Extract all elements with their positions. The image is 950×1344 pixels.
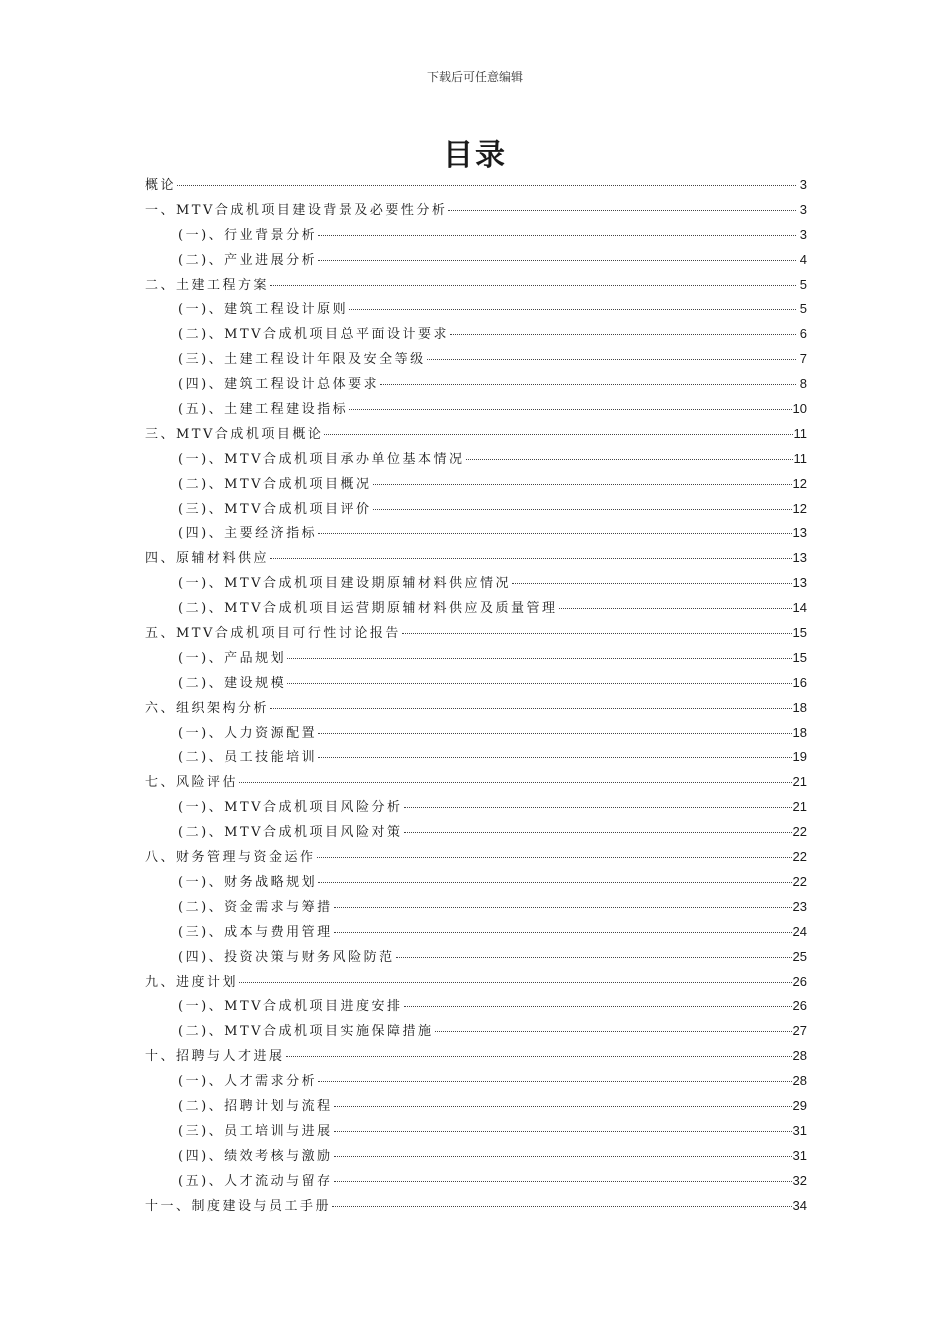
toc-entry-label: (二)、产业进展分析	[178, 252, 318, 268]
toc-entry-label: (一)、人力资源配置	[178, 725, 318, 741]
toc-entry-page-number: 24	[792, 923, 807, 939]
toc-entry[interactable]	[145, 622, 807, 647]
toc-entry-page-number: 3	[799, 177, 807, 192]
toc-dot-leader	[318, 259, 796, 261]
toc-dot-leader	[427, 358, 796, 360]
toc-entry[interactable]	[145, 1045, 807, 1070]
toc-entry-label: (二)、MTV合成机项目实施保障措施	[178, 1024, 434, 1040]
toc-entry-page-number: 27	[792, 1023, 807, 1039]
toc-entry[interactable]	[145, 473, 807, 498]
toc-dot-leader	[334, 1155, 792, 1157]
toc-entry-page-number: 22	[792, 824, 807, 840]
toc-dot-leader	[270, 707, 792, 709]
toc-entry[interactable]	[145, 946, 807, 971]
toc-entry-page-number: 31	[792, 1147, 807, 1163]
toc-dot-leader	[396, 956, 792, 958]
toc-entry-label: (四)、绩效考核与激励	[178, 1148, 333, 1164]
toc-entry[interactable]	[145, 1070, 807, 1095]
toc-entry[interactable]	[145, 871, 807, 896]
toc-dot-leader	[287, 682, 791, 684]
toc-entry-label: (三)、MTV合成机项目评价	[178, 501, 372, 517]
toc-dot-leader	[402, 632, 792, 634]
toc-dot-leader	[334, 931, 792, 933]
toc-entry[interactable]	[145, 323, 807, 348]
toc-entry-label: (一)、财务战略规划	[178, 874, 318, 890]
toc-entry-label: (一)、MTV合成机项目承办单位基本情况	[178, 451, 465, 467]
toc-dot-leader	[559, 607, 792, 609]
toc-entry-page-number: 29	[792, 1097, 807, 1113]
toc-entry-label: (三)、成本与费用管理	[178, 924, 333, 940]
toc-entry-label: (三)、员工培训与进展	[178, 1123, 333, 1139]
toc-dot-leader	[332, 1205, 792, 1207]
toc-dot-leader	[239, 981, 792, 983]
toc-entry[interactable]	[145, 597, 807, 622]
toc-entry-page-number: 13	[792, 575, 807, 591]
toc-entry-page-number: 3	[799, 201, 807, 217]
toc-dot-leader	[334, 906, 792, 908]
toc-entry-page-number: 7	[799, 351, 807, 367]
toc-dot-leader	[318, 881, 791, 883]
toc-entry[interactable]	[145, 746, 807, 771]
toc-entry-page-number: 13	[792, 550, 807, 566]
toc-entry-page-number: 15	[792, 649, 807, 665]
toc-dot-leader	[373, 508, 792, 510]
toc-dot-leader	[404, 1005, 792, 1007]
toc-dot-leader	[324, 433, 792, 435]
toc-dot-leader	[404, 806, 792, 808]
toc-dot-leader	[466, 458, 793, 460]
toc-entry[interactable]	[145, 1170, 807, 1195]
toc-dot-leader	[270, 284, 796, 286]
toc-dot-leader	[318, 532, 791, 534]
toc-entry-page-number: 22	[792, 873, 807, 889]
toc-entry-page-number: 10	[792, 401, 807, 417]
toc-dot-leader	[318, 756, 791, 758]
toc-entry-label: 九、进度计划	[145, 974, 239, 990]
toc-entry-page-number: 3	[799, 226, 807, 242]
toc-dot-leader	[380, 383, 796, 385]
toc-entry[interactable]	[145, 1095, 807, 1120]
toc-dot-leader	[404, 831, 792, 833]
toc-entry-label: (一)、MTV合成机项目进度安排	[178, 999, 403, 1015]
toc-entry-page-number: 25	[792, 948, 807, 964]
toc-entry[interactable]	[145, 971, 807, 996]
toc-entry[interactable]	[145, 995, 807, 1020]
toc-dot-leader	[334, 1130, 792, 1132]
toc-entry[interactable]	[145, 373, 807, 398]
toc-entry-label: 八、财务管理与资金运作	[145, 850, 316, 866]
toc-entry[interactable]	[145, 522, 807, 547]
toc-entry-label: 一、MTV合成机项目建设背景及必要性分析	[145, 202, 448, 218]
toc-entry-label: (一)、MTV合成机项目建设期原辅材料供应情况	[178, 576, 512, 592]
toc-dot-leader	[334, 1105, 792, 1107]
toc-entry-page-number: 11	[793, 450, 807, 466]
toc-entry-page-number: 6	[799, 326, 807, 342]
toc-entry-page-number: 22	[792, 849, 807, 865]
toc-entry[interactable]	[145, 896, 807, 921]
toc-entry-page-number: 12	[792, 475, 807, 491]
toc-dot-leader	[450, 333, 796, 335]
toc-entry-page-number: 16	[792, 674, 807, 690]
toc-entry[interactable]	[145, 1195, 807, 1220]
toc-dot-leader	[334, 1180, 792, 1182]
toc-entry[interactable]	[145, 771, 807, 796]
toc-entry-page-number: 21	[792, 774, 807, 790]
toc-entry-page-number: 5	[799, 301, 807, 317]
toc-entry-label: 概论	[145, 178, 177, 193]
toc-entry[interactable]	[145, 572, 807, 597]
toc-entry[interactable]	[145, 199, 807, 224]
toc-entry-label: 五、MTV合成机项目可行性讨论报告	[145, 626, 401, 642]
toc-entry-label: (五)、土建工程建设指标	[178, 402, 349, 418]
toc-entry[interactable]	[145, 174, 807, 199]
toc-entry-page-number: 26	[792, 998, 807, 1014]
page-title: 目录	[443, 138, 507, 173]
toc-entry-label: (二)、MTV合成机项目概况	[178, 476, 372, 492]
toc-entry-label: (一)、建筑工程设计原则	[178, 302, 349, 318]
toc-entry-page-number: 28	[792, 1048, 807, 1064]
toc-entry-page-number: 15	[792, 625, 807, 641]
toc-entry-page-number: 4	[799, 251, 807, 267]
toc-dot-leader	[317, 856, 792, 858]
toc-entry-page-number: 21	[792, 799, 807, 815]
toc-entry[interactable]	[145, 647, 807, 672]
toc-entry-page-number: 18	[792, 724, 807, 740]
toc-dot-leader	[177, 184, 796, 186]
toc-entry[interactable]	[145, 1145, 807, 1170]
toc-dot-leader	[512, 582, 792, 584]
toc-entry[interactable]	[145, 249, 807, 274]
toc-entry-page-number: 32	[792, 1172, 807, 1188]
toc-dot-leader	[318, 234, 796, 236]
toc-entry[interactable]	[145, 498, 807, 523]
toc-entry-label: (二)、MTV合成机项目运营期原辅材料供应及质量管理	[178, 601, 558, 617]
toc-entry-page-number: 34	[792, 1197, 807, 1213]
toc-entry-label: (二)、MTV合成机项目总平面设计要求	[178, 327, 450, 343]
toc-entry-label: 六、组织架构分析	[145, 700, 270, 716]
toc-entry-label: 七、风险评估	[145, 775, 239, 791]
toc-entry[interactable]	[145, 298, 807, 323]
toc-entry-label: 四、原辅材料供应	[145, 551, 270, 567]
toc-entry-label: (二)、资金需求与筹措	[178, 899, 333, 915]
toc-dot-leader	[435, 1030, 792, 1032]
toc-entry-page-number: 31	[792, 1122, 807, 1138]
toc-entry-label: (三)、土建工程设计年限及安全等级	[178, 352, 426, 368]
toc-entry[interactable]	[145, 274, 807, 299]
toc-entry-label: (四)、主要经济指标	[178, 526, 318, 542]
toc-entry[interactable]	[145, 1020, 807, 1045]
toc-dot-leader	[349, 408, 791, 410]
toc-entry-page-number: 18	[792, 699, 807, 715]
toc-entry[interactable]	[145, 722, 807, 747]
toc-entry[interactable]	[145, 846, 807, 871]
toc-dot-leader	[287, 657, 791, 659]
toc-entry[interactable]	[145, 821, 807, 846]
toc-entry-page-number: 14	[792, 600, 807, 616]
toc-dot-leader	[239, 781, 792, 783]
toc-entry-page-number: 26	[792, 973, 807, 989]
toc-entry-label: (一)、MTV合成机项目风险分析	[178, 800, 403, 816]
toc-entry-label: (一)、产品规划	[178, 650, 287, 666]
toc-entry-page-number: 8	[799, 376, 807, 392]
toc-entry-label: (四)、建筑工程设计总体要求	[178, 377, 380, 393]
toc-entry-page-number: 23	[792, 898, 807, 914]
toc-entry-page-number: 28	[792, 1073, 807, 1089]
toc-entry-label: (五)、人才流动与留存	[178, 1173, 333, 1189]
toc-entry-label: 二、土建工程方案	[145, 277, 270, 293]
toc-entry[interactable]	[145, 224, 807, 249]
toc-entry-label: 三、MTV合成机项目概论	[145, 426, 324, 442]
toc-entry-label: (二)、员工技能培训	[178, 750, 318, 766]
table-of-contents	[145, 174, 807, 1219]
toc-dot-leader	[318, 732, 791, 734]
toc-dot-leader	[318, 1080, 791, 1082]
toc-entry[interactable]	[145, 448, 807, 473]
toc-entry[interactable]	[145, 423, 807, 448]
toc-entry-label: (一)、人才需求分析	[178, 1074, 318, 1090]
toc-entry[interactable]	[145, 398, 807, 423]
toc-entry-page-number: 12	[792, 500, 807, 516]
toc-entry[interactable]	[145, 796, 807, 821]
toc-entry-label: (二)、建设规模	[178, 675, 287, 691]
toc-dot-leader	[270, 557, 792, 559]
toc-dot-leader	[373, 483, 792, 485]
header-note: 下载后可任意编辑	[426, 70, 523, 84]
toc-entry[interactable]	[145, 697, 807, 722]
toc-entry-label: (二)、招聘计划与流程	[178, 1098, 333, 1114]
toc-entry[interactable]	[145, 1120, 807, 1145]
toc-entry[interactable]	[145, 672, 807, 697]
toc-entry-page-number: 5	[799, 276, 807, 292]
toc-entry-label: (一)、行业背景分析	[178, 227, 318, 243]
toc-dot-leader	[349, 308, 796, 310]
toc-entry-page-number: 11	[793, 425, 807, 441]
toc-entry-label: (四)、投资决策与财务风险防范	[178, 949, 395, 965]
toc-entry[interactable]	[145, 921, 807, 946]
toc-dot-leader	[448, 209, 796, 211]
toc-entry-page-number: 19	[792, 749, 807, 765]
toc-dot-leader	[286, 1055, 792, 1057]
toc-entry-label: 十一、制度建设与员工手册	[145, 1198, 332, 1214]
toc-entry-label: (二)、MTV合成机项目风险对策	[178, 825, 403, 841]
toc-entry-label: 十、招聘与人才进展	[145, 1049, 285, 1065]
toc-entry[interactable]	[145, 348, 807, 373]
toc-entry[interactable]	[145, 547, 807, 572]
toc-entry-page-number: 13	[792, 525, 807, 541]
